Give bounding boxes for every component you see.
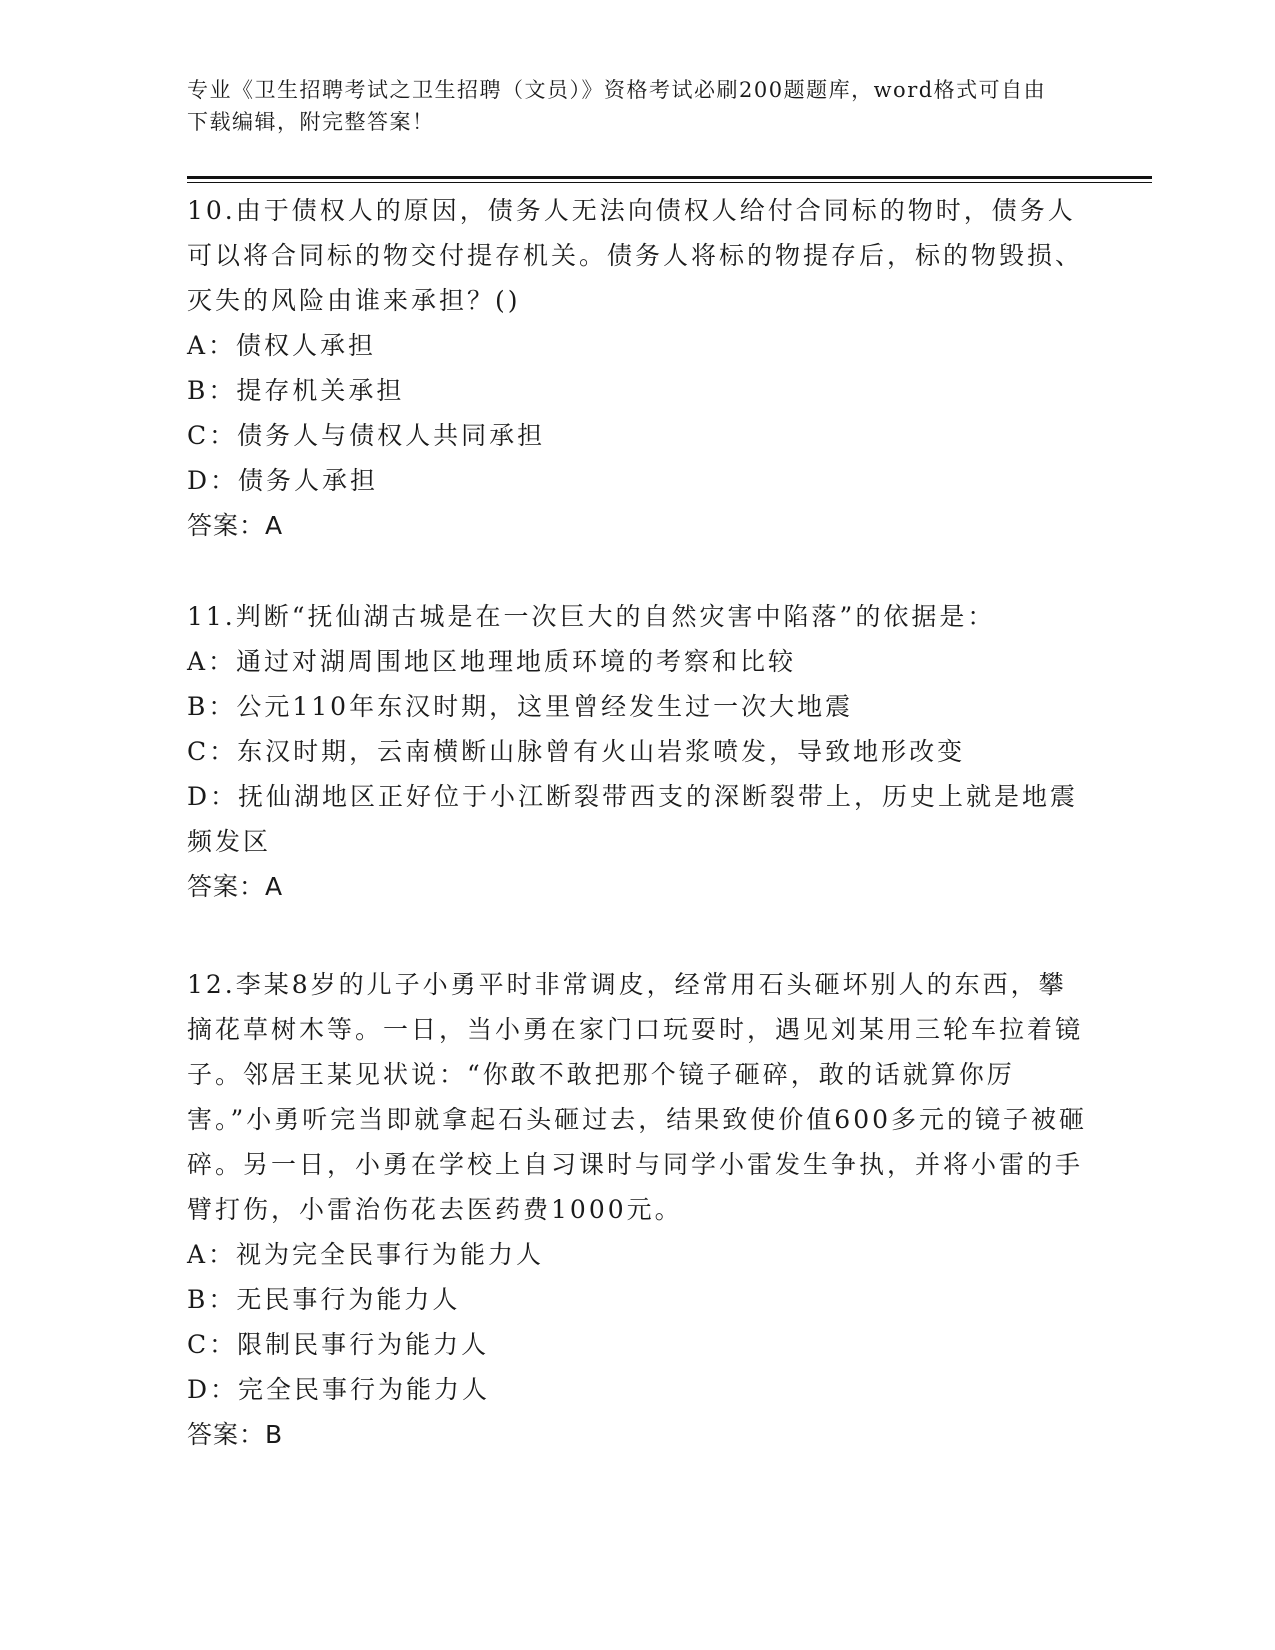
question-10	[187, 188, 1087, 548]
option-d: D：完全民事行为能力人	[187, 1375, 491, 1404]
option-d: D：债务人承担	[187, 466, 379, 495]
option-b: B：提存机关承担	[187, 376, 405, 405]
option-c: C：债务人与债权人共同承担	[187, 421, 546, 450]
question-text: 10.由于债权人的原因，债务人无法向债权人给付合同标的物时，债务人可以将合同标的物交付提存机关。债务人将标的物提存后，标的物毁损、灭失的风险由谁来承担？()	[187, 196, 1084, 315]
document-header: 专业《卫生招聘考试之卫生招聘（文员）》资格考试必刷200题题库，word格式可自由下载编辑，附完整答案！	[187, 78, 1047, 134]
question-11	[187, 594, 1087, 909]
header-divider-thick	[187, 176, 1152, 179]
question-text: 11.判断“抚仙湖古城是在一次巨大的自然灾害中陷落”的依据是：	[187, 602, 996, 631]
option-b: B：无民事行为能力人	[187, 1285, 461, 1314]
answer-label: 答案：A	[187, 872, 284, 901]
option-a: A：债权人承担	[187, 331, 377, 360]
option-b: B：公元110年东汉时期，这里曾经发生过一次大地震	[187, 692, 854, 721]
option-c: C：限制民事行为能力人	[187, 1330, 490, 1359]
question-text: 12.李某8岁的儿子小勇平时非常调皮，经常用石头砸坏别人的东西，攀摘花草树木等。一日，当小勇在家门口玩耍时，遇见刘某用三轮车拉着镜子。邻居王某见状说：“你敢不敢把那个镜子砸碎，敢的话就算你厉害。”小勇听完当即就拿起石头砸过去，结果致使价值600多元的镜子被砸碎。另一日，小勇在学校上自习课时与同学小雷发生争执，并将小雷的手臂打伤，小雷治伤花去医药费1000元。	[187, 970, 1088, 1224]
answer-label: 答案：A	[187, 511, 284, 540]
question-12	[187, 962, 1087, 1457]
option-a: A：视为完全民事行为能力人	[187, 1240, 545, 1269]
header-divider-thin	[187, 182, 1152, 183]
option-d: D：抚仙湖地区正好位于小江断裂带西支的深断裂带上，历史上就是地震频发区	[187, 782, 1079, 856]
option-a: A：通过对湖周围地区地理地质环境的考察和比较	[187, 647, 797, 676]
answer-label: 答案：B	[187, 1420, 284, 1449]
option-c: C：东汉时期，云南横断山脉曾有火山岩浆喷发，导致地形改变	[187, 737, 966, 766]
